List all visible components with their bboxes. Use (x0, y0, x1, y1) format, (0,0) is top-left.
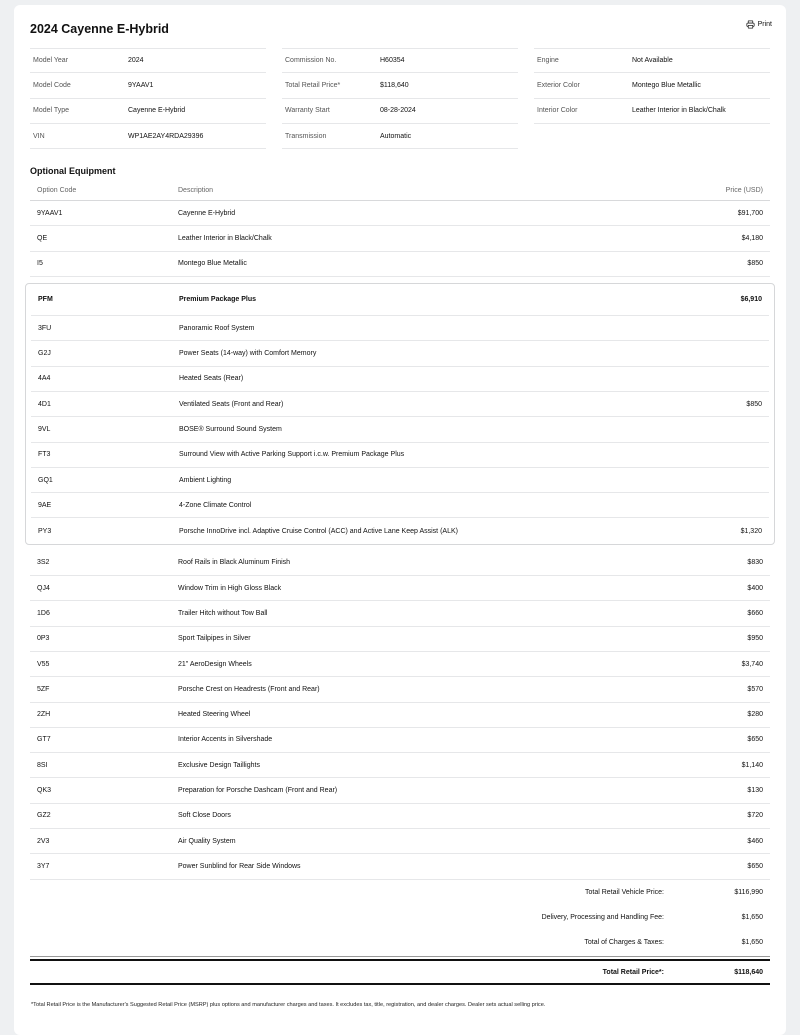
option-description: Preparation for Porsche Dashcam (Front and Rear) (178, 787, 338, 795)
table-row (30, 854, 770, 879)
option-price: $280 (747, 711, 763, 719)
total-line-value: $1,650 (741, 939, 763, 947)
spec-row (534, 48, 770, 73)
package-description: Premium Package Plus (179, 296, 257, 304)
table-row (30, 627, 770, 652)
spec-value: Cayenne E-Hybrid (128, 107, 186, 115)
spec-value: 08-28-2024 (380, 107, 416, 115)
option-code: FT3 (38, 451, 51, 459)
table-row (30, 601, 770, 626)
total-line (30, 930, 770, 955)
spec-label: Transmission (285, 132, 327, 140)
option-price: $650 (747, 862, 763, 870)
option-description: Exclusive Design Taillights (178, 761, 260, 769)
option-price: $3,740 (741, 660, 763, 668)
option-description: 4-Zone Climate Control (179, 501, 252, 509)
spec-value: H60354 (380, 57, 405, 65)
option-price: $950 (747, 635, 763, 643)
option-code: 9VL (38, 425, 51, 433)
option-description: Power Sunblind for Rear Side Windows (178, 862, 301, 870)
option-price: $400 (747, 584, 763, 592)
option-price: $91,700 (737, 209, 763, 217)
option-description: Leather Interior in Black/Chalk (178, 235, 272, 243)
option-code: 2V3 (37, 837, 50, 845)
option-code: 9AE (38, 501, 52, 509)
equipment-table-header (30, 180, 770, 201)
option-description: Surround View with Active Parking Support i.c.w. Premium Package Plus (179, 451, 405, 459)
option-price: $460 (747, 837, 763, 845)
option-code: 4A4 (38, 375, 51, 383)
option-description: Heated Steering Wheel (178, 711, 251, 719)
option-code: I5 (37, 260, 43, 268)
spec-label: Exterior Color (537, 81, 580, 89)
table-row (30, 551, 770, 576)
total-retail-price-value: $118,640 (734, 968, 763, 976)
option-description: Window Trim in High Gloss Black (178, 584, 282, 592)
option-description: 21" AeroDesign Wheels (178, 660, 252, 668)
option-code: QK3 (37, 787, 52, 795)
header (30, 19, 770, 48)
total-line-label: Total Retail Vehicle Price: (585, 888, 664, 896)
spec-value: $118,640 (380, 81, 409, 89)
spec-row (30, 73, 266, 98)
spec-label: Warranty Start (285, 107, 330, 115)
package-items (31, 316, 769, 544)
option-description: Ventilated Seats (Front and Rear) (179, 400, 284, 408)
table-row (30, 728, 770, 753)
table-row (30, 652, 770, 677)
table-row (30, 226, 770, 251)
print-button[interactable] (746, 20, 772, 29)
spec-label: Model Code (33, 81, 71, 89)
option-price: $850 (747, 260, 763, 268)
spec-label: Model Year (33, 57, 69, 65)
spec-row (282, 124, 518, 149)
option-description: Panoramic Roof System (179, 324, 255, 332)
spec-label: Total Retail Price* (285, 81, 341, 89)
equipment-rows-before (30, 201, 770, 277)
option-code: GT7 (37, 736, 51, 744)
option-description: Heated Seats (Rear) (179, 375, 244, 383)
vehicle-sheet (14, 5, 786, 1035)
option-description: Porsche Crest on Headrests (Front and Rear) (178, 685, 320, 693)
package-code: PFM (38, 296, 53, 304)
spec-value: Not Available (632, 57, 673, 65)
table-row (30, 778, 770, 803)
column-description: Description (178, 186, 214, 194)
spec-row (282, 73, 518, 98)
table-row (30, 252, 770, 277)
spec-value: 9YAAV1 (128, 81, 154, 89)
option-code: QE (37, 235, 48, 243)
table-row (30, 201, 770, 226)
option-code: 5ZF (37, 685, 50, 693)
spec-row (30, 124, 266, 149)
spec-value: Leather Interior in Black/Chalk (632, 107, 726, 115)
option-code: 4D1 (38, 400, 51, 408)
total-retail-price-row (30, 959, 770, 985)
print-label: Print (757, 21, 772, 28)
total-retail-price-label: Total Retail Price*: (602, 968, 664, 976)
option-price: $4,180 (741, 235, 763, 243)
option-description: Cayenne E-Hybrid (178, 209, 236, 217)
option-description: Air Quality System (178, 837, 236, 845)
price-totals (30, 880, 770, 958)
option-code: V55 (37, 660, 50, 668)
spec-label: Interior Color (537, 107, 578, 115)
spec-row (30, 99, 266, 124)
option-price: $130 (747, 787, 763, 795)
optional-equipment-title: Optional Equipment (30, 166, 116, 177)
spec-label: Engine (537, 57, 559, 65)
spec-label: Commission No. (285, 57, 337, 65)
table-row (30, 829, 770, 854)
option-code: 2ZH (37, 711, 51, 719)
total-line-value: $1,650 (741, 913, 763, 921)
spec-value: Montego Blue Metallic (632, 81, 701, 89)
option-code: 1D6 (37, 609, 50, 617)
option-price: $650 (747, 736, 763, 744)
total-line (30, 880, 770, 905)
option-price: $850 (746, 400, 762, 408)
spec-row (30, 48, 266, 73)
option-description: Soft Close Doors (178, 812, 231, 820)
total-line (30, 905, 770, 930)
option-code: PY3 (38, 527, 52, 535)
table-row (30, 804, 770, 829)
column-option-code: Option Code (37, 186, 77, 194)
option-code: GZ2 (37, 812, 51, 820)
option-description: Roof Rails in Black Aluminum Finish (178, 559, 291, 567)
package-header-row (31, 284, 769, 316)
option-code: G2J (38, 350, 51, 358)
spec-label: Model Type (33, 107, 70, 115)
total-line-label: Total of Charges & Taxes: (584, 939, 664, 947)
spec-row (534, 99, 770, 124)
spec-value: WP1AE2AY4RDA29396 (128, 132, 204, 140)
table-row (31, 468, 769, 493)
option-description: Sport Tailpipes in Silver (178, 635, 251, 643)
column-price: Price (USD) (725, 186, 763, 194)
table-row (30, 703, 770, 728)
table-row (31, 367, 769, 392)
option-code: GQ1 (38, 476, 53, 484)
table-row (30, 753, 770, 778)
option-description: Interior Accents in Silvershade (178, 736, 273, 744)
option-description: Ambient Lighting (179, 476, 232, 484)
table-row (31, 316, 769, 341)
spec-value: 2024 (128, 57, 144, 65)
option-description: Power Seats (14-way) with Comfort Memory (179, 350, 317, 358)
table-row (31, 392, 769, 417)
package-premium-package-plus (25, 283, 775, 545)
table-row (31, 341, 769, 366)
vehicle-specs (30, 48, 770, 149)
option-code: 9YAAV1 (37, 209, 63, 217)
printer-icon (746, 20, 755, 29)
package-price: $6,910 (740, 296, 762, 304)
option-code: QJ4 (37, 584, 50, 592)
option-description: BOSE® Surround Sound System (179, 425, 282, 433)
spec-column (282, 48, 518, 149)
option-price: $1,140 (741, 761, 763, 769)
equipment-rows-after (30, 551, 770, 880)
option-price: $570 (747, 685, 763, 693)
spec-value: Automatic (380, 132, 412, 140)
totals-divider (30, 956, 770, 957)
spec-row (534, 73, 770, 98)
option-code: 3Y7 (37, 862, 50, 870)
spec-row (282, 99, 518, 124)
option-price: $720 (747, 812, 763, 820)
table-row (31, 518, 769, 543)
option-code: 0P3 (37, 635, 50, 643)
option-price: $660 (747, 609, 763, 617)
option-price: $830 (747, 559, 763, 567)
spec-row (282, 48, 518, 73)
page-title: 2024 Cayenne E-Hybrid (30, 22, 169, 36)
spec-column (534, 48, 770, 149)
total-line-value: $116,990 (734, 888, 763, 896)
table-row (30, 576, 770, 601)
option-code: 3FU (38, 324, 52, 332)
table-row (30, 677, 770, 702)
option-price: $1,320 (740, 527, 762, 535)
option-description: Trailer Hitch without Tow Ball (178, 609, 268, 617)
option-code: 3S2 (37, 559, 50, 567)
spec-label: VIN (33, 132, 45, 140)
spec-column (30, 48, 266, 149)
table-row (31, 443, 769, 468)
total-line-label: Delivery, Processing and Handling Fee: (541, 913, 664, 921)
option-description: Porsche InnoDrive incl. Adaptive Cruise Control (ACC) and Active Lane Keep Assist (ALK) (179, 527, 458, 535)
option-description: Montego Blue Metallic (178, 260, 247, 268)
price-footnote: *Total Retail Price is the Manufacturer's Suggested Retail Price (MSRP) plus options and manufacturer charges and taxes. It excludes tax, title, registration, and dealer charges. Dealer sets actual selling price. (31, 1002, 546, 1009)
option-code: 8SI (37, 761, 48, 769)
table-row (31, 493, 769, 518)
table-row (31, 417, 769, 442)
